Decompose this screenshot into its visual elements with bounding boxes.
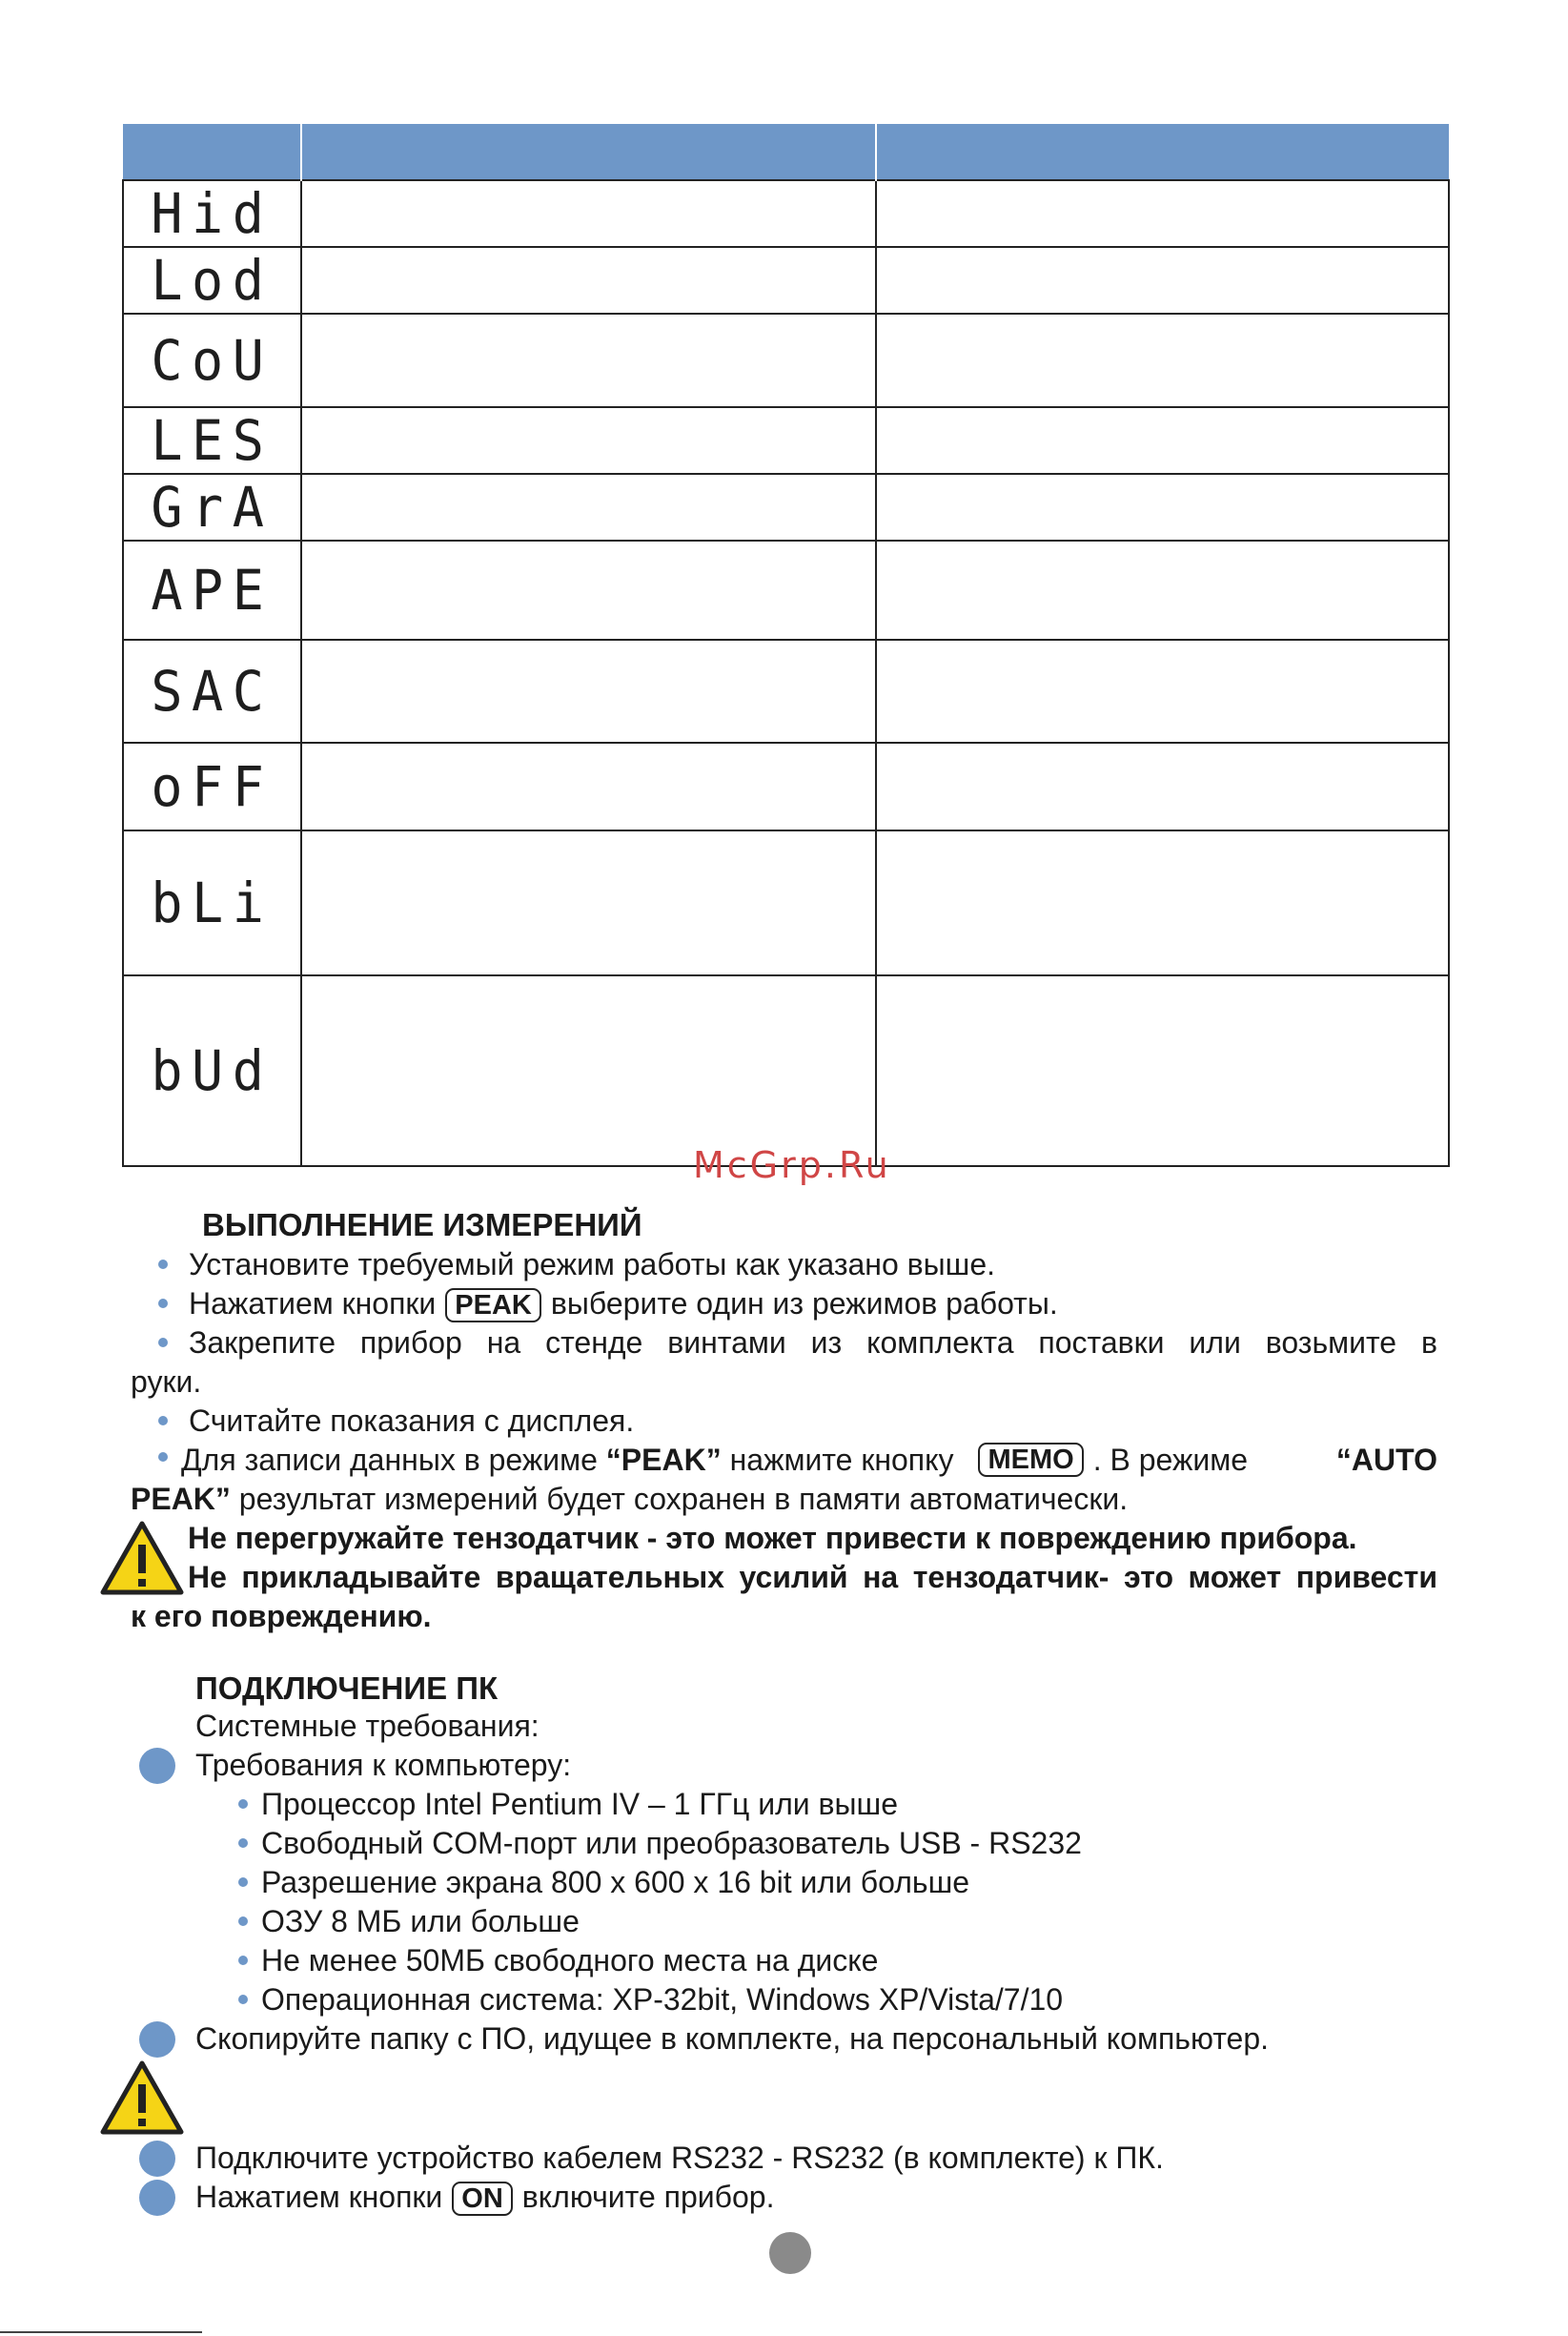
warning-icon xyxy=(99,2059,185,2136)
table-cell xyxy=(876,975,1449,1166)
table-cell xyxy=(301,743,876,830)
mode-name: PEAK” xyxy=(131,1482,231,1516)
list-item-text: Для записи данных в режиме xyxy=(181,1443,598,1477)
display-code: oFF xyxy=(151,754,274,819)
table-row xyxy=(123,314,1449,407)
table-cell xyxy=(876,743,1449,830)
table-cell xyxy=(301,314,876,407)
watermark: McGrp.Ru xyxy=(693,1144,891,1186)
code-cell xyxy=(123,541,301,640)
warning-text: Не прикладывайте вращательных усилий на тензодатчик- это может привести xyxy=(188,1560,1437,1594)
requirement-text: Процессор Intel Pentium IV – 1 ГГц или выше xyxy=(261,1787,899,1821)
display-code: APE xyxy=(151,558,274,623)
bullet-icon xyxy=(158,1338,168,1347)
display-code: Lod xyxy=(151,248,274,313)
code-cell xyxy=(123,407,301,474)
list-item xyxy=(158,1322,1437,1363)
warning-text: Не перегружайте тензодатчик - это может привести к повреждению прибора. xyxy=(188,1521,1357,1555)
table-header-cell xyxy=(876,124,1449,180)
on-key-label: ON xyxy=(452,2182,513,2216)
bullet-icon xyxy=(238,1799,248,1809)
peak-key-label: PEAK xyxy=(445,1288,541,1322)
table-row xyxy=(123,640,1449,743)
footer-divider xyxy=(0,2331,202,2333)
table-cell xyxy=(876,180,1449,247)
display-code: bUd xyxy=(151,1038,274,1103)
table-cell xyxy=(301,474,876,541)
table-cell xyxy=(876,640,1449,743)
table-cell xyxy=(876,830,1449,975)
list-item-text: выберите один из режимов работы. xyxy=(550,1286,1058,1321)
bullet-icon xyxy=(238,1916,248,1926)
display-code: Hid xyxy=(151,181,274,246)
requirement-text: Разрешение экрана 800 x 600 x 16 bit или больше xyxy=(261,1865,970,1899)
table-cell xyxy=(301,180,876,247)
table-cell xyxy=(876,247,1449,314)
bullet-icon xyxy=(158,1299,168,1308)
list-item-text: нажмите кнопку xyxy=(729,1443,954,1477)
step-marker-icon xyxy=(139,2180,175,2216)
bullet-icon xyxy=(238,1877,248,1887)
table-header-row xyxy=(123,124,1449,180)
code-cell xyxy=(123,975,301,1166)
system-requirements-label: Системные требования: xyxy=(195,1709,540,1743)
list-item-text: Закрепите прибор на стенде винтами из комплекта поставки или возьмите в xyxy=(189,1325,1437,1360)
code-cell xyxy=(123,180,301,247)
bullet-icon xyxy=(238,1838,248,1848)
bullet-icon xyxy=(158,1416,168,1425)
table-row xyxy=(123,474,1449,541)
requirement-item xyxy=(238,1862,969,1902)
table-row xyxy=(123,975,1449,1166)
list-item-continuation xyxy=(131,1479,1128,1519)
mode-table xyxy=(122,124,1450,1167)
list-item-continuation: руки. xyxy=(131,1364,202,1399)
table-cell xyxy=(301,830,876,975)
requirement-item xyxy=(238,1823,1082,1863)
warning-text: к его повреждению. xyxy=(131,1599,432,1633)
table-cell xyxy=(876,407,1449,474)
table-cell xyxy=(876,474,1449,541)
table-row xyxy=(123,180,1449,247)
table-row xyxy=(123,407,1449,474)
display-code: SAC xyxy=(151,659,274,724)
bullet-icon xyxy=(158,1452,168,1462)
table-cell xyxy=(876,314,1449,407)
display-code: LES xyxy=(151,408,274,473)
list-item-text: результат измерений будет сохранен в памяти автоматически. xyxy=(238,1482,1129,1516)
requirement-text: Операционная система: XP-32bit, Windows XP/Vista/7/10 xyxy=(261,1982,1064,2017)
table-row xyxy=(123,830,1449,975)
connect-device-step: Подключите устройство кабелем RS232 - RS232 (в комплекте) к ПК. xyxy=(195,2141,1164,2175)
display-code: bLi xyxy=(151,871,274,935)
list-item-text: Нажатием кнопки xyxy=(189,1286,437,1321)
table-row xyxy=(123,247,1449,314)
table-cell xyxy=(301,247,876,314)
requirement-item xyxy=(238,1901,580,1941)
code-cell xyxy=(123,640,301,743)
requirement-text: Свободный COM-порт или преобразователь USB - RS232 xyxy=(261,1826,1082,1860)
bullet-icon xyxy=(238,1995,248,2004)
requirement-item xyxy=(238,1940,878,1980)
code-cell xyxy=(123,474,301,541)
list-item-text: . В режиме xyxy=(1092,1443,1249,1477)
table-row xyxy=(123,743,1449,830)
list-item xyxy=(158,1401,634,1441)
section-title-measurement: ВЫПОЛНЕНИЕ ИЗМЕРЕНИЙ xyxy=(202,1207,642,1242)
requirement-text: ОЗУ 8 МБ или больше xyxy=(261,1904,580,1938)
display-code: GrA xyxy=(151,475,274,540)
warning-icon xyxy=(99,1520,185,1596)
display-code: CoU xyxy=(151,328,274,393)
mode-name: “AUTO xyxy=(1335,1443,1437,1477)
code-cell xyxy=(123,247,301,314)
copy-software-step: Скопируйте папку с ПО, идущее в комплекте, на персональный компьютер. xyxy=(195,2021,1270,2056)
list-item-text: Установите требуемый режим работы как указано выше. xyxy=(189,1247,996,1281)
requirement-item xyxy=(238,1979,1063,2019)
step-marker-icon xyxy=(139,1748,175,1784)
table-cell xyxy=(301,407,876,474)
code-cell xyxy=(123,314,301,407)
list-item xyxy=(158,1440,1437,1480)
table-header-cell xyxy=(301,124,876,180)
step-marker-icon xyxy=(139,2141,175,2177)
code-cell xyxy=(123,743,301,830)
code-cell xyxy=(123,830,301,975)
table-row xyxy=(123,541,1449,640)
table-cell xyxy=(876,541,1449,640)
section-title-pc: ПОДКЛЮЧЕНИЕ ПК xyxy=(195,1670,499,1706)
power-on-step xyxy=(195,2177,774,2217)
list-item xyxy=(158,1283,1058,1323)
step-text: Нажатием кнопки xyxy=(195,2180,443,2214)
requirement-item xyxy=(238,1784,898,1824)
bullet-icon xyxy=(238,1956,248,1965)
table-cell xyxy=(301,541,876,640)
list-item-text: Считайте показания с дисплея. xyxy=(189,1404,635,1438)
page-number-marker xyxy=(769,2232,811,2274)
bullet-icon xyxy=(158,1260,168,1269)
step-text: включите прибор. xyxy=(521,2180,775,2214)
table-header-cell xyxy=(123,124,301,180)
memo-key-label: MEMO xyxy=(978,1443,1083,1477)
table-cell xyxy=(301,640,876,743)
step-marker-icon xyxy=(139,2021,175,2058)
requirement-text: Не менее 50МБ свободного места на диске xyxy=(261,1943,879,1977)
computer-requirements-label: Требования к компьютеру: xyxy=(195,1748,572,1782)
list-item xyxy=(158,1244,995,1284)
mode-name: “PEAK” xyxy=(605,1443,722,1477)
table-cell xyxy=(301,975,876,1166)
